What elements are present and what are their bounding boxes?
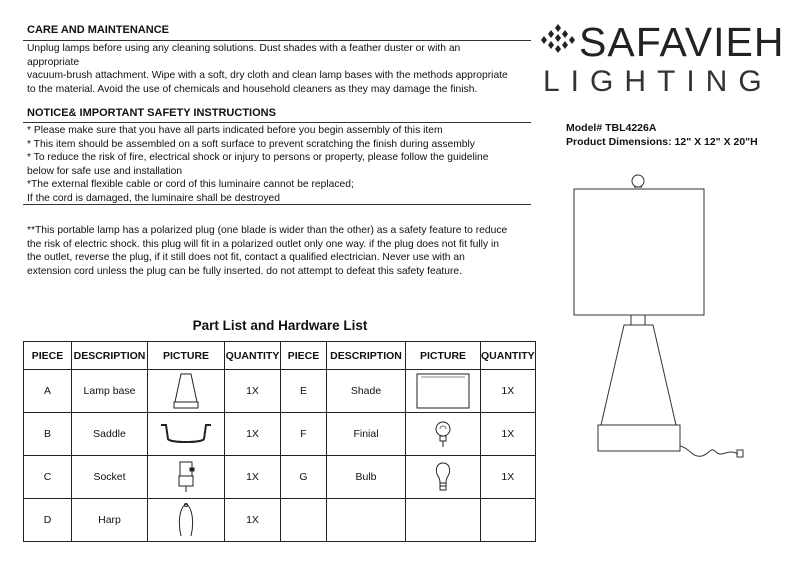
lamp-base-icon (171, 372, 201, 410)
header-picture: PICTURE (148, 342, 225, 370)
bulb-icon (433, 461, 453, 493)
care-title-rule (23, 40, 531, 41)
care-line: vacuum-brush attachment. Wipe with a soft, dry cloth and clean lamp bases with the methods appropriate (27, 70, 508, 82)
care-line: Unplug lamps before using any cleaning solutions. Dust shades with a feather duster or with an (27, 43, 461, 54)
saddle-icon (158, 421, 214, 447)
header-description: DESCRIPTION (327, 342, 406, 370)
socket-icon (174, 460, 198, 494)
header-quantity: QUANTITY (481, 342, 536, 370)
harp-icon (174, 502, 198, 538)
description-cell: Finial (327, 413, 406, 456)
quantity-cell: 1X (481, 413, 536, 456)
header-picture: PICTURE (406, 342, 481, 370)
shade-icon (415, 372, 471, 410)
safety-line: If the cord is damaged, the luminaire shall be destroyed (27, 192, 280, 204)
finial-icon (433, 419, 453, 449)
part-list-title: Part List and Hardware List (192, 318, 368, 333)
plug-line: the outlet, reverse the plug, if it still does not fit, contact a qualified electrician. Never use with an (27, 252, 465, 264)
brand-name: SAFAVIEH (579, 19, 785, 65)
piece-cell: G (281, 456, 327, 499)
plug-line: extension cord unless the plug can be fully inserted. do not attempt to defeat this safety feature. (27, 265, 463, 277)
piece-cell: D (24, 499, 72, 542)
part-list-table (23, 341, 536, 542)
product-dimensions: Product Dimensions: 12" X 12" X 20"H (566, 136, 758, 148)
safety-text (27, 124, 489, 206)
table-row (24, 370, 536, 413)
quantity-cell: 1X (481, 370, 536, 413)
description-cell: Bulb (327, 456, 406, 499)
picture-cell (406, 499, 481, 542)
header-piece: PIECE (281, 342, 327, 370)
plug-line: **This portable lamp has a polarized plug (one blade is wider than the other) as a safety feature to reduce (27, 225, 508, 236)
description-cell (327, 499, 406, 542)
description-cell: Saddle (72, 413, 148, 456)
quantity-cell: 1X (225, 456, 281, 499)
care-title: CARE AND MAINTENANCE (27, 24, 169, 36)
piece-cell: A (24, 370, 72, 413)
quantity-cell: 1X (481, 456, 536, 499)
plug-line: the risk of electric shock. this plug will fit in a polarized outlet only one way. if the plug does not fit fully in (27, 238, 499, 250)
header-quantity: QUANTITY (225, 342, 281, 370)
safety-title-rule (23, 122, 531, 123)
description-cell: Harp (72, 499, 148, 542)
safety-bottom-rule (23, 204, 531, 205)
safavieh-logo-icon (540, 24, 576, 54)
plug-text (27, 224, 507, 278)
brand-sub: LIGHTING (543, 65, 773, 98)
quantity-cell: 1X (225, 370, 281, 413)
piece-cell: B (24, 413, 72, 456)
piece-cell: C (24, 456, 72, 499)
care-line: to the material. Avoid the use of chemicals and household cleaners as they may damage the finish. (27, 83, 478, 95)
piece-cell (281, 499, 327, 542)
safety-line: * To reduce the risk of fire, electrical shock or injury to persons or property, please follow the guideline (27, 152, 489, 164)
description-cell: Socket (72, 456, 148, 499)
table-row (24, 413, 536, 456)
safety-line: * Please make sure that you have all parts indicated before you begin assembly of this item (27, 125, 443, 136)
safety-line: *The external flexible cable or cord of this luminaire cannot be replaced; (27, 179, 354, 191)
care-text (27, 42, 508, 96)
header-description: DESCRIPTION (72, 342, 148, 370)
safety-title: NOTICE& IMPORTANT SAFETY INSTRUCTIONS (27, 107, 276, 119)
safety-line: * This item should be assembled on a soft surface to prevent scratching the finish during assembly (27, 138, 475, 150)
table-header-row (24, 342, 536, 370)
model-number: Model# TBL4226A (566, 122, 657, 134)
piece-cell: F (281, 413, 327, 456)
quantity-cell (481, 499, 536, 542)
description-cell: Lamp base (72, 370, 148, 413)
safety-line: below for safe use and installation (27, 165, 183, 177)
lamp-illustration (560, 168, 760, 468)
piece-cell: E (281, 370, 327, 413)
table-row (24, 499, 536, 542)
header-piece: PIECE (24, 342, 72, 370)
quantity-cell: 1X (225, 413, 281, 456)
quantity-cell: 1X (225, 499, 281, 542)
table-row (24, 456, 536, 499)
description-cell: Shade (327, 370, 406, 413)
care-line: appropriate (27, 56, 80, 68)
